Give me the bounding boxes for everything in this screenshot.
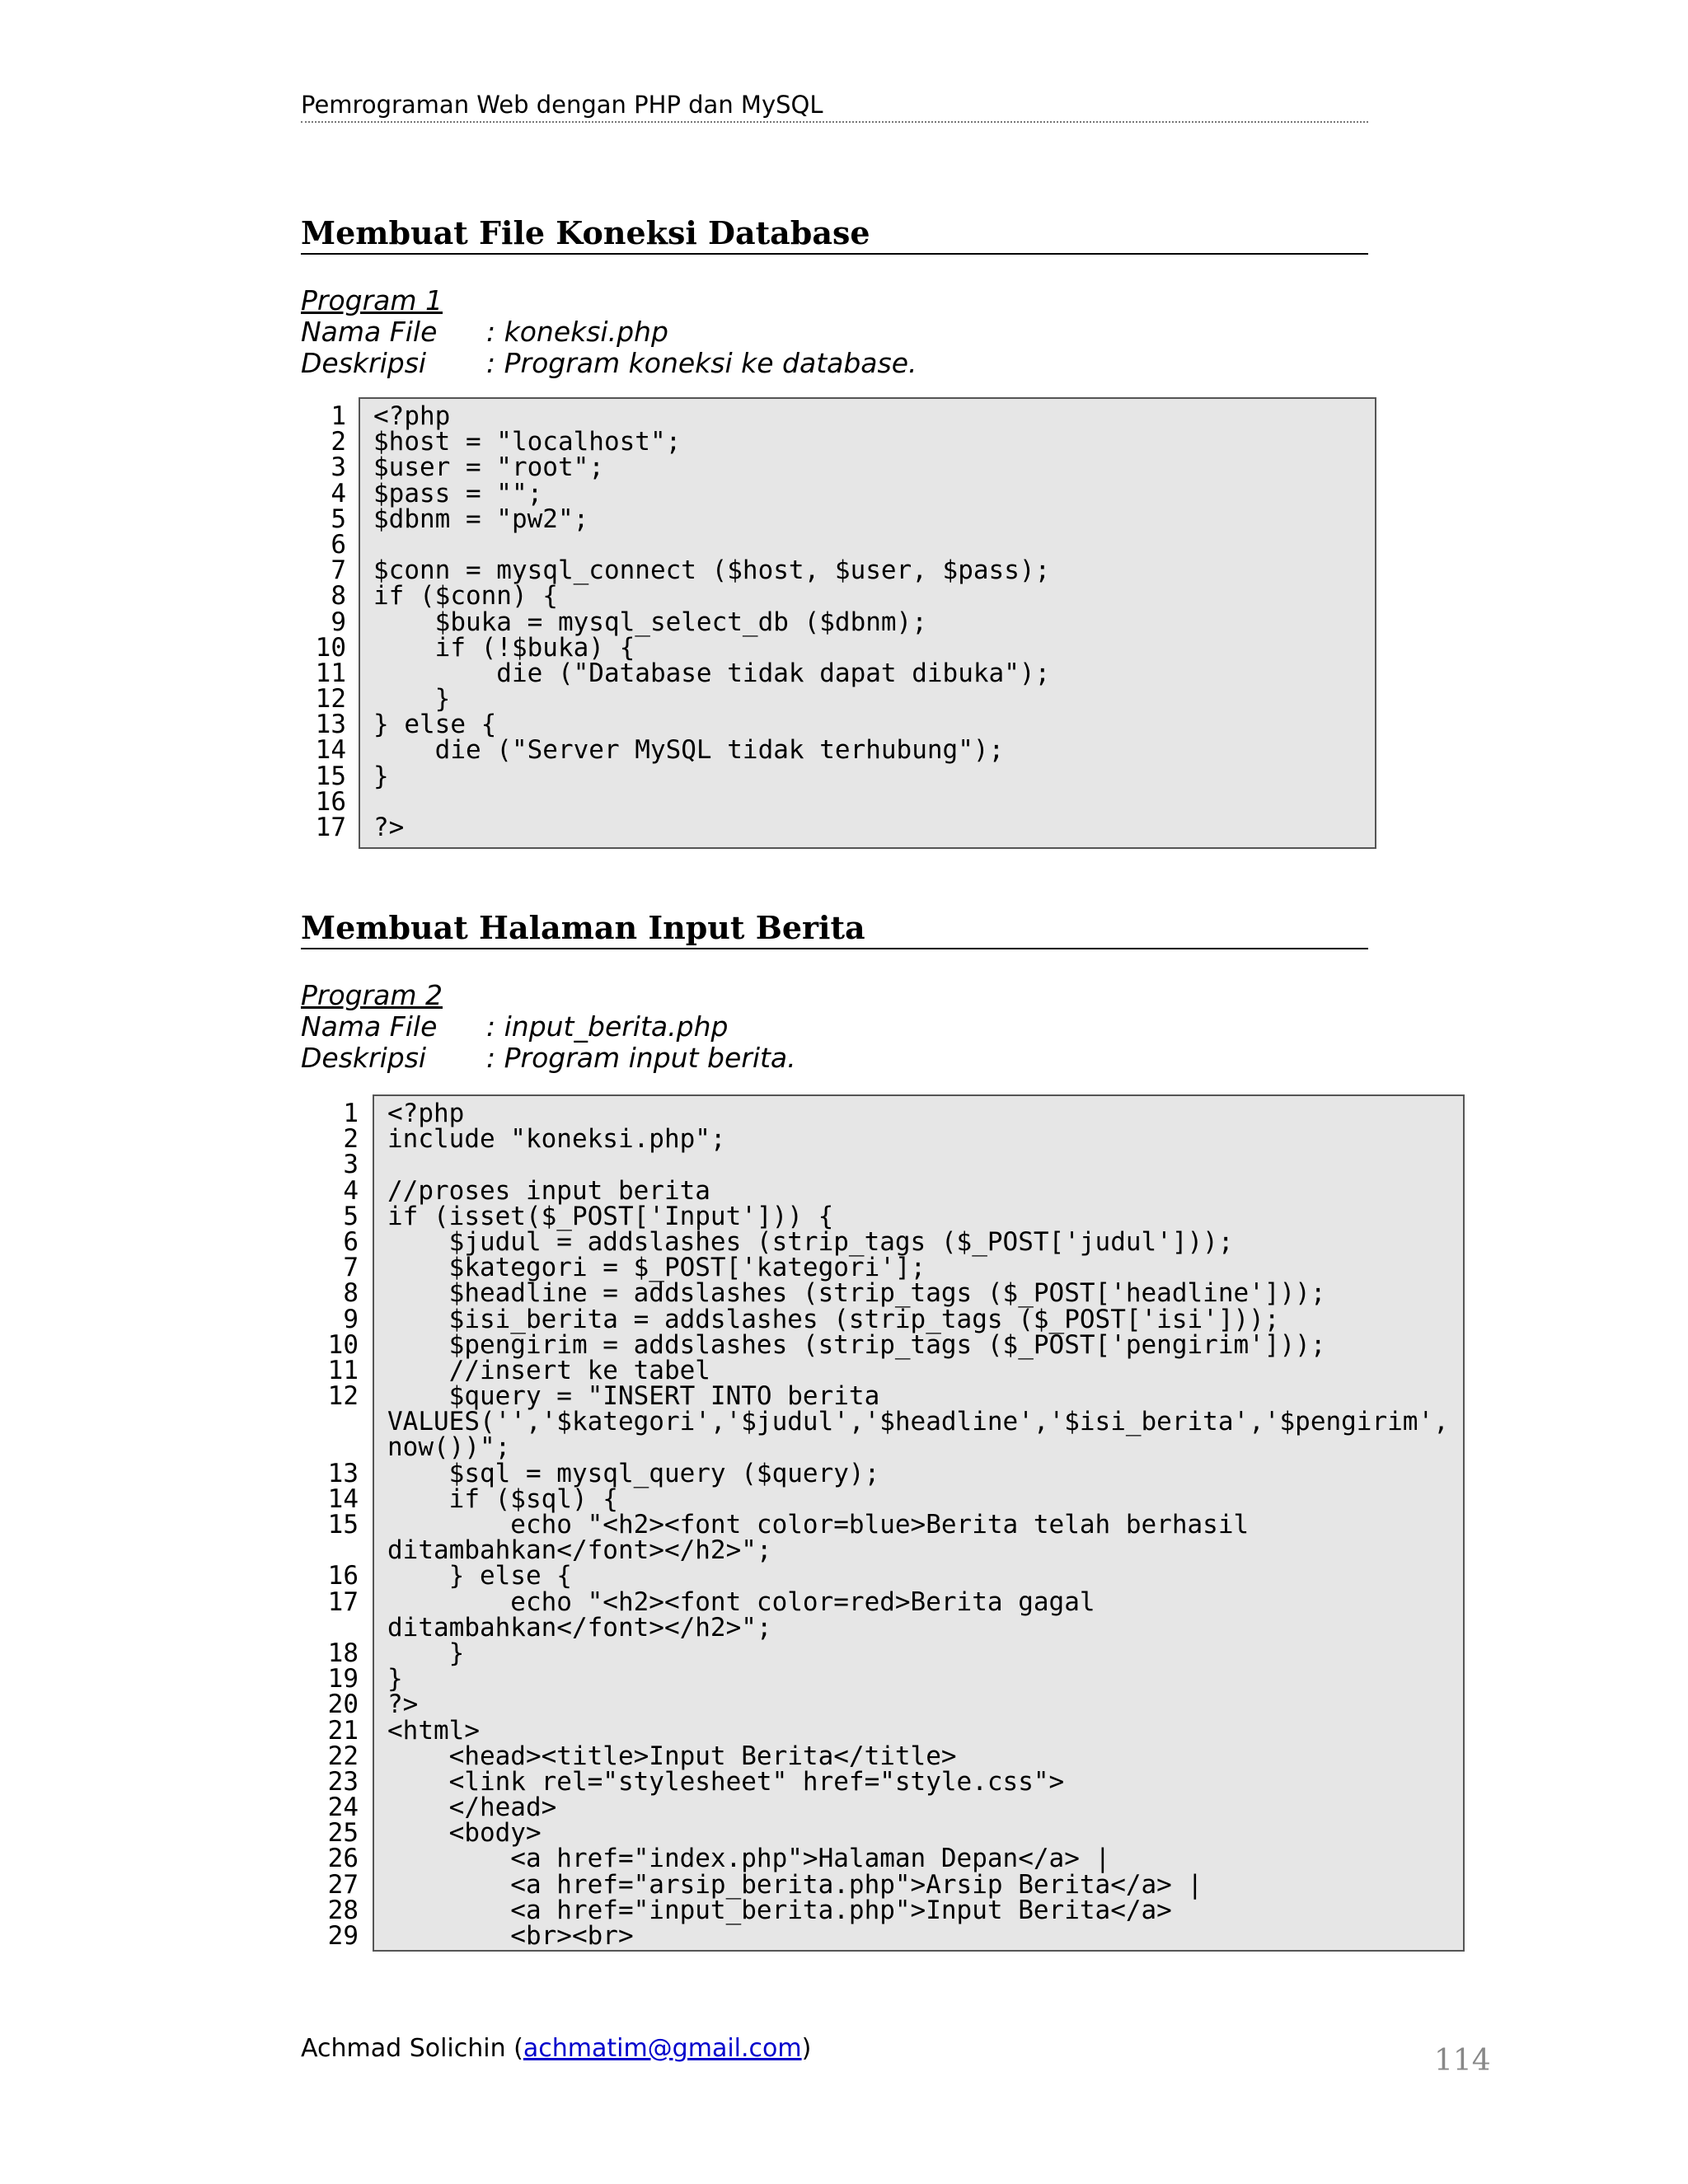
line-number: 27	[327, 1869, 359, 1900]
file-value: : koneksi.php	[486, 316, 668, 348]
code-block-input-berita	[373, 1094, 1465, 1952]
code-line: echo "<h2><font color=red>Berita gagal	[387, 1586, 1095, 1617]
code-line	[373, 790, 1375, 815]
code-line: $dbnm = "pw2";	[373, 504, 589, 534]
footer-author	[301, 2034, 811, 2063]
line-number: 16	[327, 1561, 359, 1591]
file-label: Nama File	[301, 1010, 438, 1043]
program-label: Program 1	[301, 284, 443, 316]
line-number: 5	[331, 504, 346, 534]
line-number: 14	[315, 735, 346, 766]
line-number: 1	[331, 401, 346, 431]
program-info-1	[301, 285, 917, 379]
code-line: $kategori = $_POST['kategori'];	[387, 1253, 926, 1283]
author-close: )	[801, 2034, 812, 2063]
code-line: ditambahkan</font></h2>";	[387, 1612, 772, 1643]
code-line: ditambahkan</font></h2>";	[387, 1535, 772, 1566]
code-line	[387, 1152, 1463, 1178]
line-number: 23	[327, 1766, 359, 1797]
code-line: }	[387, 1664, 403, 1694]
code-line: include "koneksi.php";	[387, 1124, 726, 1155]
code-line: } else {	[373, 710, 497, 740]
line-number: 15	[327, 1510, 359, 1540]
line-number: 8	[331, 581, 346, 612]
section-heading-koneksi: Membuat File Koneksi Database	[301, 214, 1368, 255]
line-number: 11	[327, 1355, 359, 1385]
code-line: }	[387, 1638, 465, 1668]
line-number	[326, 1615, 359, 1641]
line-number: 1	[343, 1099, 359, 1128]
code-line: VALUES('','$kategori','$judul','$headline','$isi_berita','$pengirim',	[387, 1407, 1449, 1437]
line-number: 7	[343, 1253, 359, 1283]
line-number: 17	[315, 813, 346, 842]
line-number: 7	[331, 555, 346, 586]
line-number: 4	[331, 478, 346, 509]
line-number: 2	[331, 427, 346, 457]
code-line: <head><title>Input Berita</title>	[387, 1741, 957, 1771]
line-number: 17	[327, 1586, 359, 1617]
code-line: <?php	[387, 1099, 465, 1128]
line-number: 12	[315, 684, 346, 715]
line-numbers-2	[326, 1101, 359, 1949]
code-line: $headline = addslashes (strip_tags ($_POST['headline']));	[387, 1278, 1326, 1309]
code-line: <a href="arsip_berita.php">Arsip Berita</a> |	[387, 1869, 1203, 1900]
author-text: Achmad Solichin (	[301, 2034, 523, 2063]
code-line	[373, 532, 1375, 558]
line-number: 22	[327, 1741, 359, 1771]
code-line: } else {	[387, 1561, 572, 1591]
code-line: <link rel="stylesheet" href="style.css">	[387, 1766, 1065, 1797]
desc-label: Deskripsi	[301, 1042, 427, 1074]
program-label: Program 2	[301, 979, 443, 1011]
code-line: echo "<h2><font color=blue>Berita telah berhasil	[387, 1510, 1250, 1540]
line-number: 9	[331, 607, 346, 637]
desc-label: Deskripsi	[301, 347, 427, 379]
line-number: 6	[331, 529, 346, 560]
line-number: 26	[327, 1844, 359, 1874]
author-email-link[interactable]: achmatim@gmail.com	[523, 2034, 802, 2063]
line-number: 24	[327, 1793, 359, 1823]
code-line: if (!$buka) {	[373, 632, 635, 663]
code-line: die ("Database tidak dapat dibuka");	[373, 658, 1051, 688]
line-number: 5	[343, 1201, 359, 1231]
line-number: 25	[327, 1818, 359, 1849]
code-line: </head>	[387, 1793, 557, 1823]
line-number: 11	[315, 658, 346, 688]
section-heading-input-berita: Membuat Halaman Input Berita	[301, 909, 1368, 949]
line-number: 13	[327, 1458, 359, 1488]
line-number: 29	[327, 1921, 359, 1951]
desc-value: : Program input berita.	[486, 1042, 796, 1074]
code-line: //insert ke tabel	[387, 1355, 710, 1385]
code-line: $pass = "";	[373, 478, 543, 509]
code-line: if (isset($_POST['Input'])) {	[387, 1201, 834, 1231]
file-value: : input_berita.php	[486, 1010, 729, 1043]
line-numbers-1	[313, 401, 346, 842]
line-number: 9	[343, 1304, 359, 1334]
code-line: $query = "INSERT INTO berita	[387, 1381, 880, 1412]
code-line: now())";	[387, 1432, 511, 1463]
line-number: 18	[327, 1638, 359, 1668]
code-line: }	[373, 684, 451, 715]
code-line: if ($sql) {	[387, 1483, 618, 1514]
line-number: 15	[315, 761, 346, 791]
line-number: 10	[327, 1329, 359, 1360]
line-number: 10	[315, 632, 346, 663]
code-line: <br><br>	[387, 1921, 634, 1951]
desc-value: : Program koneksi ke database.	[486, 347, 917, 379]
code-block-koneksi	[359, 397, 1376, 849]
line-number	[326, 1435, 359, 1460]
code-line: $buka = mysql_select_db ($dbnm);	[373, 607, 927, 637]
code-line: ?>	[373, 813, 405, 842]
code-line: die ("Server MySQL tidak terhubung");	[373, 735, 1005, 766]
file-label: Nama File	[301, 316, 438, 348]
line-number: 16	[315, 786, 346, 817]
line-number: 8	[343, 1278, 359, 1309]
code-line: $user = "root";	[373, 452, 604, 483]
line-number: 20	[327, 1690, 359, 1720]
line-number: 13	[315, 710, 346, 740]
line-number: 12	[327, 1381, 359, 1412]
line-number: 4	[343, 1175, 359, 1206]
line-number: 6	[343, 1226, 359, 1257]
page-number: 114	[1434, 2044, 1491, 2078]
program-info-2	[301, 980, 796, 1074]
code-line: if ($conn) {	[373, 581, 558, 612]
code-line: $judul = addslashes (strip_tags ($_POST['judul']));	[387, 1226, 1234, 1257]
code-line: $conn = mysql_connect ($host, $user, $pass);	[373, 555, 1051, 586]
line-number: 19	[327, 1664, 359, 1694]
code-line: $sql = mysql_query ($query);	[387, 1458, 880, 1488]
code-line: $pengirim = addslashes (strip_tags ($_POST['pengirim']));	[387, 1329, 1326, 1360]
code-line: <a href="input_berita.php">Input Berita</a>	[387, 1895, 1172, 1925]
line-number: 3	[331, 452, 346, 483]
code-line: $isi_berita = addslashes (strip_tags ($_POST['isi']));	[387, 1304, 1280, 1334]
line-number: 2	[343, 1124, 359, 1155]
line-number	[326, 1409, 359, 1435]
line-number: 21	[327, 1715, 359, 1746]
code-line: <body>	[387, 1818, 542, 1849]
code-line: <a href="index.php">Halaman Depan</a> |	[387, 1844, 1111, 1874]
code-line: <html>	[387, 1715, 480, 1746]
code-line: $host = "localhost";	[373, 427, 682, 457]
code-line: ?>	[387, 1690, 419, 1720]
code-line: <?php	[373, 401, 451, 431]
line-number	[326, 1538, 359, 1563]
line-number: 3	[343, 1150, 359, 1180]
line-number: 28	[327, 1895, 359, 1925]
code-line: //proses input berita	[387, 1175, 710, 1206]
line-number: 14	[327, 1483, 359, 1514]
page-header: Pemrograman Web dengan PHP dan MySQL	[301, 91, 1368, 123]
code-line: }	[373, 761, 389, 791]
